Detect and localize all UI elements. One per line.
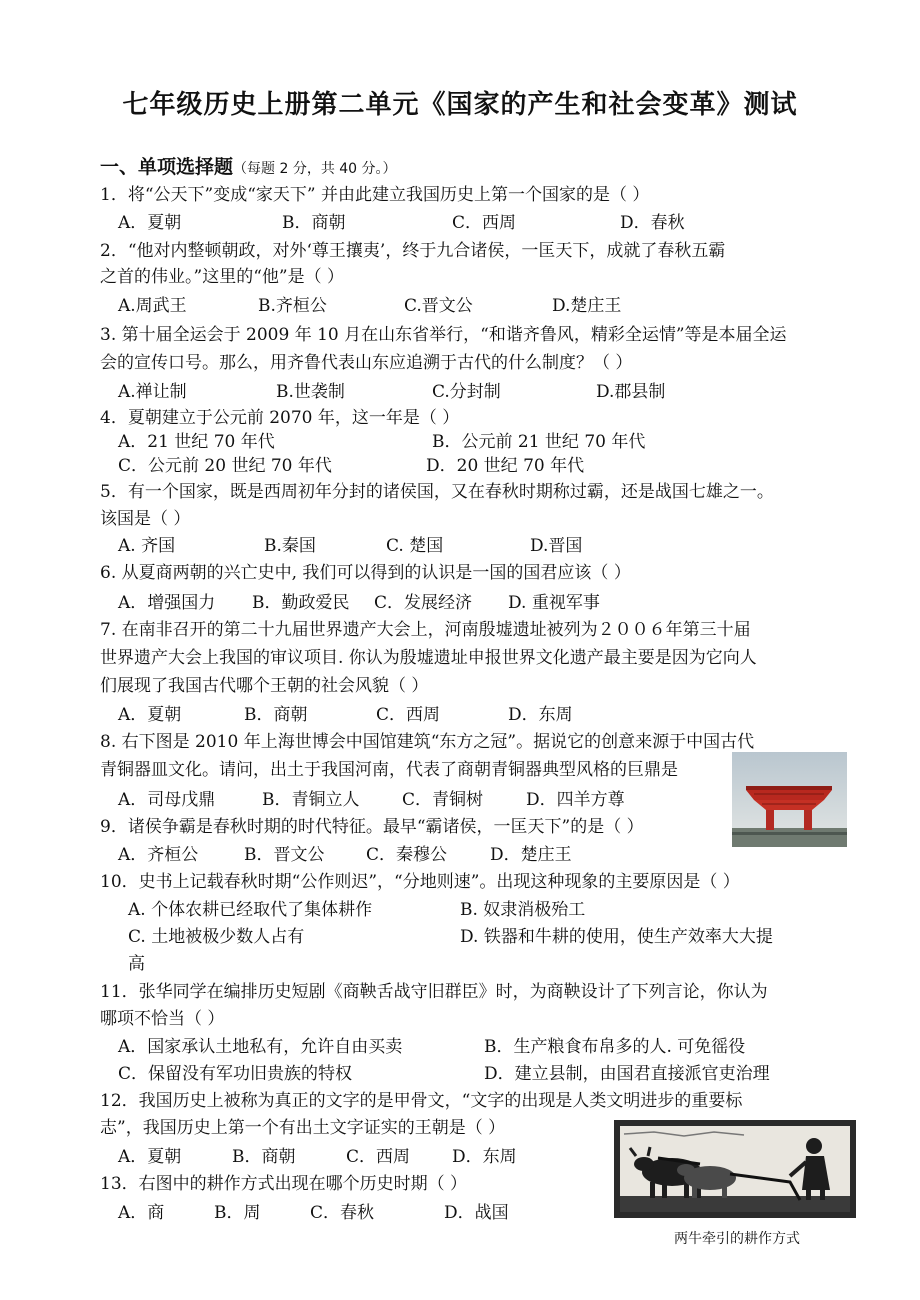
china-pavilion-illustration	[732, 752, 847, 847]
question-13-stem: 13．右图中的耕作方式出现在哪个历史时期（ ）	[100, 1174, 468, 1194]
q7-option-a[interactable]: A．夏朝	[118, 705, 182, 725]
q9-option-c[interactable]: C．秦穆公	[366, 845, 448, 865]
q10-option-d[interactable]: D. 铁器和牛耕的使用，使生产效率大大提	[460, 927, 773, 947]
q4-option-d[interactable]: D．20 世纪 70 年代	[426, 456, 585, 476]
question-3-stem-2: 会的宣传口号。那么，用齐鲁代表山东应追溯于古代的什么制度？（ ）	[100, 353, 633, 373]
q10-option-c[interactable]: C. 土地被极少数人占有	[128, 927, 305, 947]
question-12-stem: 12．我国历史上被称为真正的文字的是甲骨文，“文字的出现是人类文明进步的重要标	[100, 1091, 743, 1111]
q12-option-b[interactable]: B．商朝	[232, 1147, 296, 1167]
question-2-stem: 2．“他对内整顿朝政，对外‘尊王攘夷’，终于九合诸侯，一匡天下，成就了春秋五霸	[100, 241, 726, 261]
question-6-stem: 6. 从夏商两朝的兴亡史中, 我们可以得到的认识是一国的国君应该（ ）	[100, 563, 631, 583]
q5-option-c[interactable]: C. 楚国	[386, 536, 444, 556]
q2-option-a[interactable]: A.周武王	[118, 296, 187, 316]
q2-option-c[interactable]: C.晋文公	[404, 296, 473, 316]
q6-option-d[interactable]: D. 重视军事	[508, 593, 600, 613]
question-5-stem: 5．有一个国家，既是西周初年分封的诸侯国，又在春秋时期称过霸，还是战国七雄之一。	[100, 482, 774, 502]
q9-option-a[interactable]: A．齐桓公	[118, 845, 199, 865]
plowing-caption: 两牛牵引的耕作方式	[674, 1231, 800, 1247]
q4-option-a[interactable]: A．21 世纪 70 年代	[118, 432, 275, 452]
question-5-stem-2: 该国是（ ）	[100, 509, 191, 529]
q13-option-b[interactable]: B．周	[214, 1203, 261, 1223]
q12-option-d[interactable]: D．东周	[452, 1147, 517, 1167]
section-heading-text: 一、单项选择题	[100, 156, 234, 178]
q3-option-d[interactable]: D.郡县制	[596, 382, 666, 402]
page-title: 七年级历史上册第二单元《国家的产生和社会变革》测试	[122, 90, 798, 120]
question-7-stem: 7. 在南非召开的第二十九届世界遗产大会上，河南殷墟遗址被列为２００６年第三十届	[100, 620, 751, 640]
q5-option-d[interactable]: D.晋国	[530, 536, 583, 556]
section-note: （每题 2 分，共 40 分。）	[233, 161, 397, 177]
q8-option-a[interactable]: A．司母戊鼎	[118, 790, 216, 810]
ox-plowing-illustration	[614, 1120, 856, 1218]
question-10-stem: 10．史书上记载春秋时期“公作则迟”，“分地则速”。出现这种现象的主要原因是（ ）	[100, 872, 740, 892]
q10-option-a[interactable]: A. 个体农耕已经取代了集体耕作	[128, 900, 373, 920]
q8-option-d[interactable]: D．四羊方尊	[526, 790, 625, 810]
q11-option-b[interactable]: B．生产粮食布帛多的人. 可免徭役	[484, 1037, 746, 1057]
q4-option-c[interactable]: C．公元前 20 世纪 70 年代	[118, 456, 332, 476]
q7-option-b[interactable]: B．商朝	[244, 705, 308, 725]
question-4-stem: 4．夏朝建立于公元前 2070 年，这一年是（ ）	[100, 408, 460, 428]
q11-option-c[interactable]: C．保留没有军功旧贵族的特权	[118, 1064, 353, 1084]
q12-option-c[interactable]: C．西周	[346, 1147, 411, 1167]
q7-option-d[interactable]: D．东周	[508, 705, 573, 725]
q12-option-a[interactable]: A．夏朝	[118, 1147, 182, 1167]
q5-option-b[interactable]: B.秦国	[264, 536, 316, 556]
q10-option-b[interactable]: B. 奴隶消极殆工	[460, 900, 586, 920]
q2-option-d[interactable]: D.楚庄王	[552, 296, 622, 316]
china-pavilion-image	[732, 752, 847, 847]
q13-option-d[interactable]: D．战国	[444, 1203, 509, 1223]
q1-option-a[interactable]: A．夏朝	[118, 213, 182, 233]
q13-option-c[interactable]: C．春秋	[310, 1203, 375, 1223]
question-7-stem-3: 们展现了我国古代哪个王朝的社会风貌（ ）	[100, 676, 429, 696]
question-8-stem-2: 青铜器皿文化。请问，出土于我国河南，代表了商朝青铜器典型风格的巨鼎是	[100, 760, 678, 780]
question-9-stem: 9．诸侯争霸是春秋时期的时代特征。最早“霸诸侯，一匡天下”的是（ ）	[100, 817, 644, 837]
question-12-stem-2: 志”，我国历史上第一个有出土文字证实的王朝是（ ）	[100, 1118, 506, 1138]
question-3-stem: 3. 第十届全运会于 2009 年 10 月在山东省举行，“和谐齐鲁风，精彩全运情”等是本届全运	[100, 325, 787, 345]
q7-option-c[interactable]: C．西周	[376, 705, 441, 725]
q11-option-a[interactable]: A．国家承认土地私有，允许自由买卖	[118, 1037, 403, 1057]
q9-option-d[interactable]: D．楚庄王	[490, 845, 572, 865]
q3-option-a[interactable]: A.禅让制	[118, 382, 187, 402]
q2-option-b[interactable]: B.齐桓公	[258, 296, 327, 316]
q13-option-a[interactable]: A．商	[118, 1203, 165, 1223]
q1-option-d[interactable]: D．春秋	[620, 213, 685, 233]
q8-option-c[interactable]: C．青铜树	[402, 790, 484, 810]
q6-option-b[interactable]: B．勤政爱民	[252, 593, 350, 613]
q1-option-b[interactable]: B．商朝	[282, 213, 346, 233]
q10-option-d-cont: 高	[128, 954, 145, 974]
q9-option-b[interactable]: B．晋文公	[244, 845, 325, 865]
question-2-stem-2: 之首的伟业。”这里的“他”是（ ）	[100, 267, 344, 287]
section-heading	[100, 152, 397, 179]
q3-option-b[interactable]: B.世袭制	[276, 382, 345, 402]
ox-plowing-image	[614, 1120, 856, 1218]
question-7-stem-2: 世界遗产大会上我国的审议项目. 你认为殷墟遗址申报世界文化遗产最主要是因为它向人	[100, 648, 757, 668]
q6-option-c[interactable]: C．发展经济	[374, 593, 473, 613]
question-1-stem: 1．将“公天下”变成“家天下” 并由此建立我国历史上第一个国家的是（ ）	[100, 185, 650, 205]
question-8-stem: 8. 右下图是 2010 年上海世博会中国馆建筑“东方之冠”。据说它的创意来源于中国古代	[100, 732, 755, 752]
q3-option-c[interactable]: C.分封制	[432, 382, 501, 402]
q1-option-c[interactable]: C．西周	[452, 213, 517, 233]
q8-option-b[interactable]: B．青铜立人	[262, 790, 360, 810]
q4-option-b[interactable]: B．公元前 21 世纪 70 年代	[432, 432, 646, 452]
q11-option-d[interactable]: D．建立县制，由国君直接派官吏治理	[484, 1064, 770, 1084]
q5-option-a[interactable]: A. 齐国	[118, 536, 176, 556]
question-11-stem: 11．张华同学在编排历史短剧《商鞅舌战守旧群臣》时，为商鞅设计了下列言论，你认为	[100, 982, 768, 1002]
q6-option-a[interactable]: A．增强国力	[118, 593, 216, 613]
question-11-stem-2: 哪项不恰当（ ）	[100, 1009, 225, 1029]
